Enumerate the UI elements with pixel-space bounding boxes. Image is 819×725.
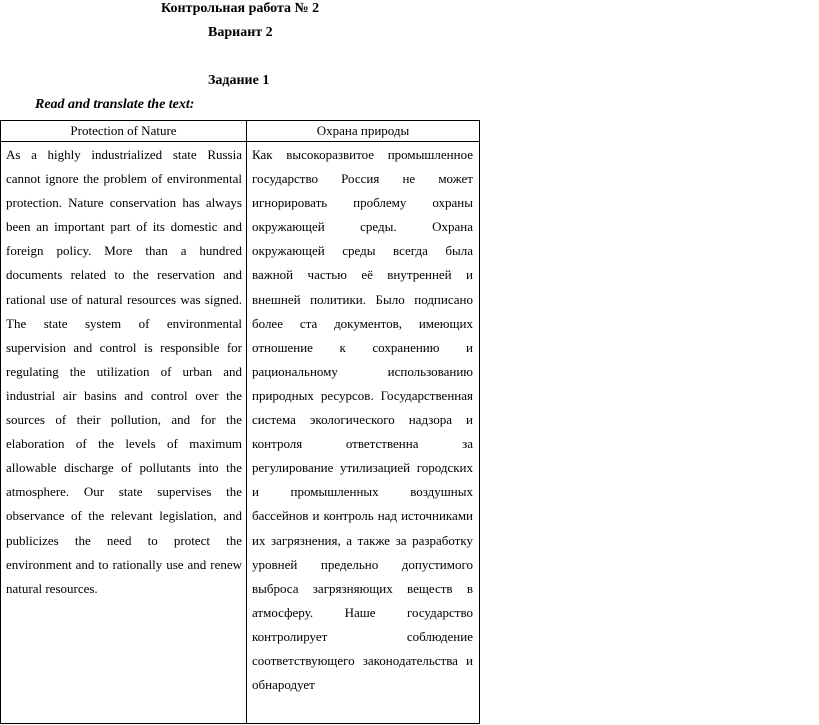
table-header-row — [1, 121, 480, 142]
table-row — [1, 142, 480, 724]
english-column-header: Protection of Nature — [1, 121, 247, 142]
task-title: Задание 1 — [208, 73, 270, 88]
task-instruction: Read and translate the text: — [35, 97, 195, 112]
english-text-cell — [1, 142, 247, 724]
russian-text-cell — [247, 142, 480, 724]
parallel-text-table — [0, 120, 480, 724]
english-text: As a highly industrialized state Russia cannot ignore the problem of environmental protection. Nature conservation has always been an important part of its domestic and foreign policy. More than a hundred documents related to the reservation and rational use of natural resources was signed. The state system of environmental supervision and control is responsible for regulating the utilization of urban and industrial air basins and control over the sources of their pollution, and for the elaboration of the levels of maximum allowable discharge of pollutants into the atmosphere. Our state supervises the observance of the relevant legislation, and publicizes the need to protect the environment and to rationally use and renew natural resources. — [6, 147, 242, 596]
russian-text: Как высокоразвитое промышленное государство Россия не может игнорировать проблему охраны окружающей среды. Охрана окружающей среды всегда была важной частью её внутренней и внешней политики. Было подписано более ста документов, имеющих отношение к сохранению и рациональному использованию природных ресурсов. Государственная система экологического надзора и контроля ответственна за регулирование утилизацией городских и промышленных воздушных бассейнов и контроль над источниками их загрязнения, а также за разработку уровней предельно допустимого выброса загрязняющих веществ в атмосферу. Наше государство контролирует соблюдение соответствующего законодательства и обнародует — [252, 147, 473, 693]
variant-label: Вариант 2 — [208, 25, 273, 40]
russian-column-header: Охрана природы — [247, 121, 480, 142]
document-title: Контрольная работа № 2 — [161, 1, 320, 16]
